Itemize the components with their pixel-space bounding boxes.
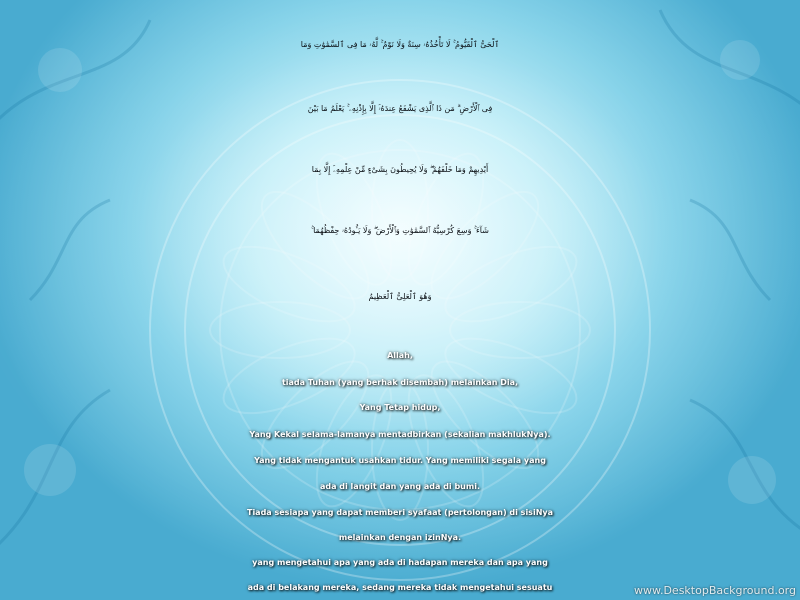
translation-line-6: ada di langit dan yang ada di bumi. (319, 482, 480, 491)
arabic-verse-line-3: فِى ٱلْأَرْضِ ۗ مَن ذَا ٱلَّذِى يَشْفَعُ عِندَهُۥٓ إِلَّا بِإِذْنِهِۦ ۚ يَعْلَمُ مَا بَيْنَ (307, 104, 493, 113)
translation-line-10: ada di belakang mereka, sedang mereka tidak mengetahui sesuatu (247, 583, 553, 592)
translation-line-9: yang mengetahui apa yang ada di hadapan mereka dan apa yang (252, 558, 548, 567)
translation-line-3: Yang Tetap hidup, (359, 403, 441, 412)
translation-line-2: tiada Tuhan (yang berhak disembah) melainkan Dia, (281, 378, 519, 387)
translation-line-4: Yang Kekal selama-lamanya mentadbirkan (sekalian makhlukNya). (249, 430, 551, 439)
translation-line-7: Tiada sesiapa yang dapat memberi syafaat (pertolongan) di sisiNya (246, 508, 553, 517)
translation-line-8: melainkan dengan izinNya. (338, 533, 462, 542)
arabic-verse-line-5: شَآءَ ۚ وَسِعَ كُرْسِيُّهُ ٱلسَّمَٰوَٰتِ وَٱلْأَرْضَ ۖ وَلَا يَـُٔودُهُۥ حِفْظُهُمَا ۚ (311, 226, 489, 235)
translation-line-1: Allah, (387, 351, 413, 360)
arabic-verse-line-2: ٱلْحَىُّ ٱلْقَيُّومُ ۚ لَا تَأْخُذُهُۥ سِنَةٌ وَلَا نَوْمٌ ۚ لَّهُۥ مَا فِى ٱلسَّمَٰوَٰتِ وَمَا (300, 40, 500, 49)
translation-line-5: Yang tidak mengantuk usahkan tidur. Yang memiliki segala yang (254, 456, 546, 465)
watermark: www.DesktopBackground.org (633, 584, 796, 597)
arabic-verse-line-4: أَيْدِيهِمْ وَمَا خَلْفَهُمْ ۖ وَلَا يُحِيطُونَ بِشَىْءٍ مِّنْ عِلْمِهِۦٓ إِلَّا بِمَا (311, 165, 489, 174)
arabic-verse-line-6: وَهُوَ ٱلْعَلِىُّ ٱلْعَظِيمُ (368, 292, 432, 301)
